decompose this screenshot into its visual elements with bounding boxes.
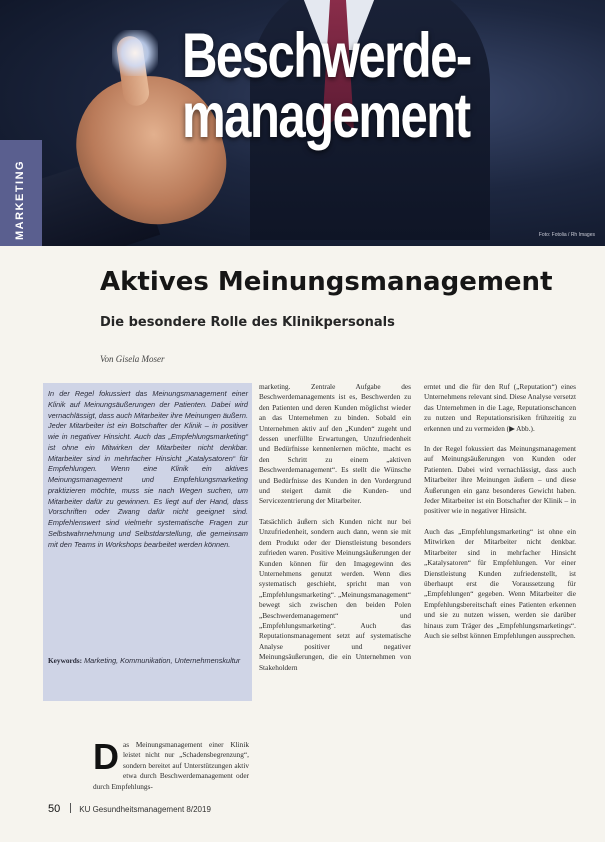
abstract-text: In der Regel fokussiert das Meinungsmanagement einer Klinik auf Meinungsäußerungen der Patienten. Dabei wird vernachlässigt, dass auch Mitarbeiter ihre Meinungen äußern. Jeder Mitarbeiter ist ein Botschafter der Klinik – in positiver wie in negativer Hinsicht. Auch das „Empfehlungsmarketing“ ist ohne ein Mitwirken der Mitarbeiter nicht denkbar. Mitarbeiter sind in mehrfacher Hinsicht „Katalysatoren“ für Empfehlungen. Wenn eine Klinik ein aktives Meinungsmanagement und Empfehlungsmarketing praktizieren möchte, muss sie nach Wegen suchen, um Mitarbeiter dafür zu gewinnen. Es liegt auf der Hand, dass Vorschriften oder Zwang dafür nicht geeignet sind. Empfehlenswert sind vielmehr systematische Fragen zur Selbstwahrnehmung und Selbstdarstellung, die gemeinsam mit den Teams in Workshops bearbeitet werden können.: [48, 389, 248, 549]
drop-cap: D: [93, 736, 119, 777]
page-footer: [48, 803, 211, 815]
publication-name: KU Gesundheitsmanagement 8/2019: [79, 805, 211, 814]
hero-title-line2: management: [182, 81, 470, 151]
photo-credit: Foto: Fotolia / Rh Images: [538, 232, 595, 238]
section-label: MARKETING: [14, 159, 26, 240]
body-paragraph: Tatsächlich äußern sich Kunden nicht nur bei Unzufriedenheit, sondern auch dann, wenn sie mit dem Produkt oder der Dienstleistung besonders zufrieden waren. Positive Meinungsäußerungen der Kunden können für den Imagegewinn des Unternehmens genutzt werden. Wenn dies systematisch geschieht, spricht man von „Empfehlungsmarketing“. „Meinungsmanagement“ bewegt sich zwischen den beiden Polen „Beschwerdemanagement“ und „Empfehlungsmarketing“. Auch das Reputationsmanagement setzt auf systematische Analyse positiver und negativer Meinungsäußerungen, die ein Unternehmen von Stakeholdern: [259, 516, 411, 672]
keywords-label: Keywords:: [48, 656, 83, 665]
touch-glow-icon: [112, 30, 158, 76]
article-byline: Von Gisela Moser: [100, 354, 165, 364]
article-headline: Aktives Meinungsmanagement: [100, 267, 553, 297]
article-subheadline: Die besondere Rolle des Klinikpersonals: [100, 315, 395, 330]
body-paragraph: erntet und die für den Ruf („Reputation“) eines Unternehmens relevant sind. Diese Analyse versetzt das Unternehmen in die Lage, Reputationschancen zu nutzen und Reputationsrisiken frühzeitig zu erkennen und zu vermeiden (▶ Abb.).: [424, 382, 576, 433]
body-column-1: [93, 736, 249, 792]
hero-title: [182, 21, 471, 151]
hero-title-line1: Beschwerde-: [182, 21, 471, 91]
page-number: 50: [48, 803, 61, 815]
footer-divider: [70, 803, 71, 813]
body-paragraph: Auch das „Empfehlungsmarketing“ ist ohne ein Mitwirken der Mitarbeiter nicht denkbar. Mitarbeiter sind in mehrfacher Hinsicht „Katalysatoren“ für Empfehlungen. Vor einer Dienstleistung Kunden zufriedenstellt, ist überhaupt erst die Voraussetzung für „Empfehlungen“ gegeben. Wenn Mitarbeiter die Empfehlungsbereitschaft eines Patienten erkennen und sie zu nutzen wissen, werden sie darüber hinaus zum Träger des „Empfehlungsmarketings“. Auch sie selbst können Empfehlungen aussprechen.: [424, 526, 576, 640]
body-paragraph: In der Regel fokussiert das Meinungsmanagement auf Meinungsäußerungen von Kunden oder Patienten. Dabei wird vernachlässigt, dass auch Mitarbeiter ihre Meinungen äußern – und diese Äußerungen ein ganz besonderes Gewicht haben. Jeder Mitarbeiter ist ein Botschafter der Klinik – in positiver wie in negativer Hinsicht.: [424, 444, 576, 516]
keywords-line: [48, 656, 248, 667]
body-paragraph: as Meinungsmanagement einer Klinik leistet nicht nur „Schadensbegrenzung“, sondern bereitet auf Unterstützungen aktiv etwa durch Beschwerdemanagement oder durch Empfehlungs-: [93, 740, 249, 791]
keywords-values: Marketing, Kommunikation, Unternehmenskultur: [84, 656, 241, 665]
body-column-3: [424, 382, 576, 651]
body-column-2: [259, 382, 411, 683]
hero-image: [0, 0, 605, 246]
body-paragraph: marketing. Zentrale Aufgabe des Beschwerdemanagements ist es, Beschwerden zu den Patienten und deren Kunden möglichst wieder an das Unternehmen zu binden. Sobald ein Unternehmen aktiv auf den „Kunden“ zugeht und dessen unerfüllte Erwartungen, Unzufriedenheit und Bedürfnisse kennenlernen möchte, macht es den Schritt zu einem „aktiven Beschwerdemanagement“. Es stellt die Wünsche und Bedürfnisse des Kunden in den Vordergrund und steigert damit die Kunden- und Servicezentrierung der Mitarbeiter.: [259, 382, 411, 506]
